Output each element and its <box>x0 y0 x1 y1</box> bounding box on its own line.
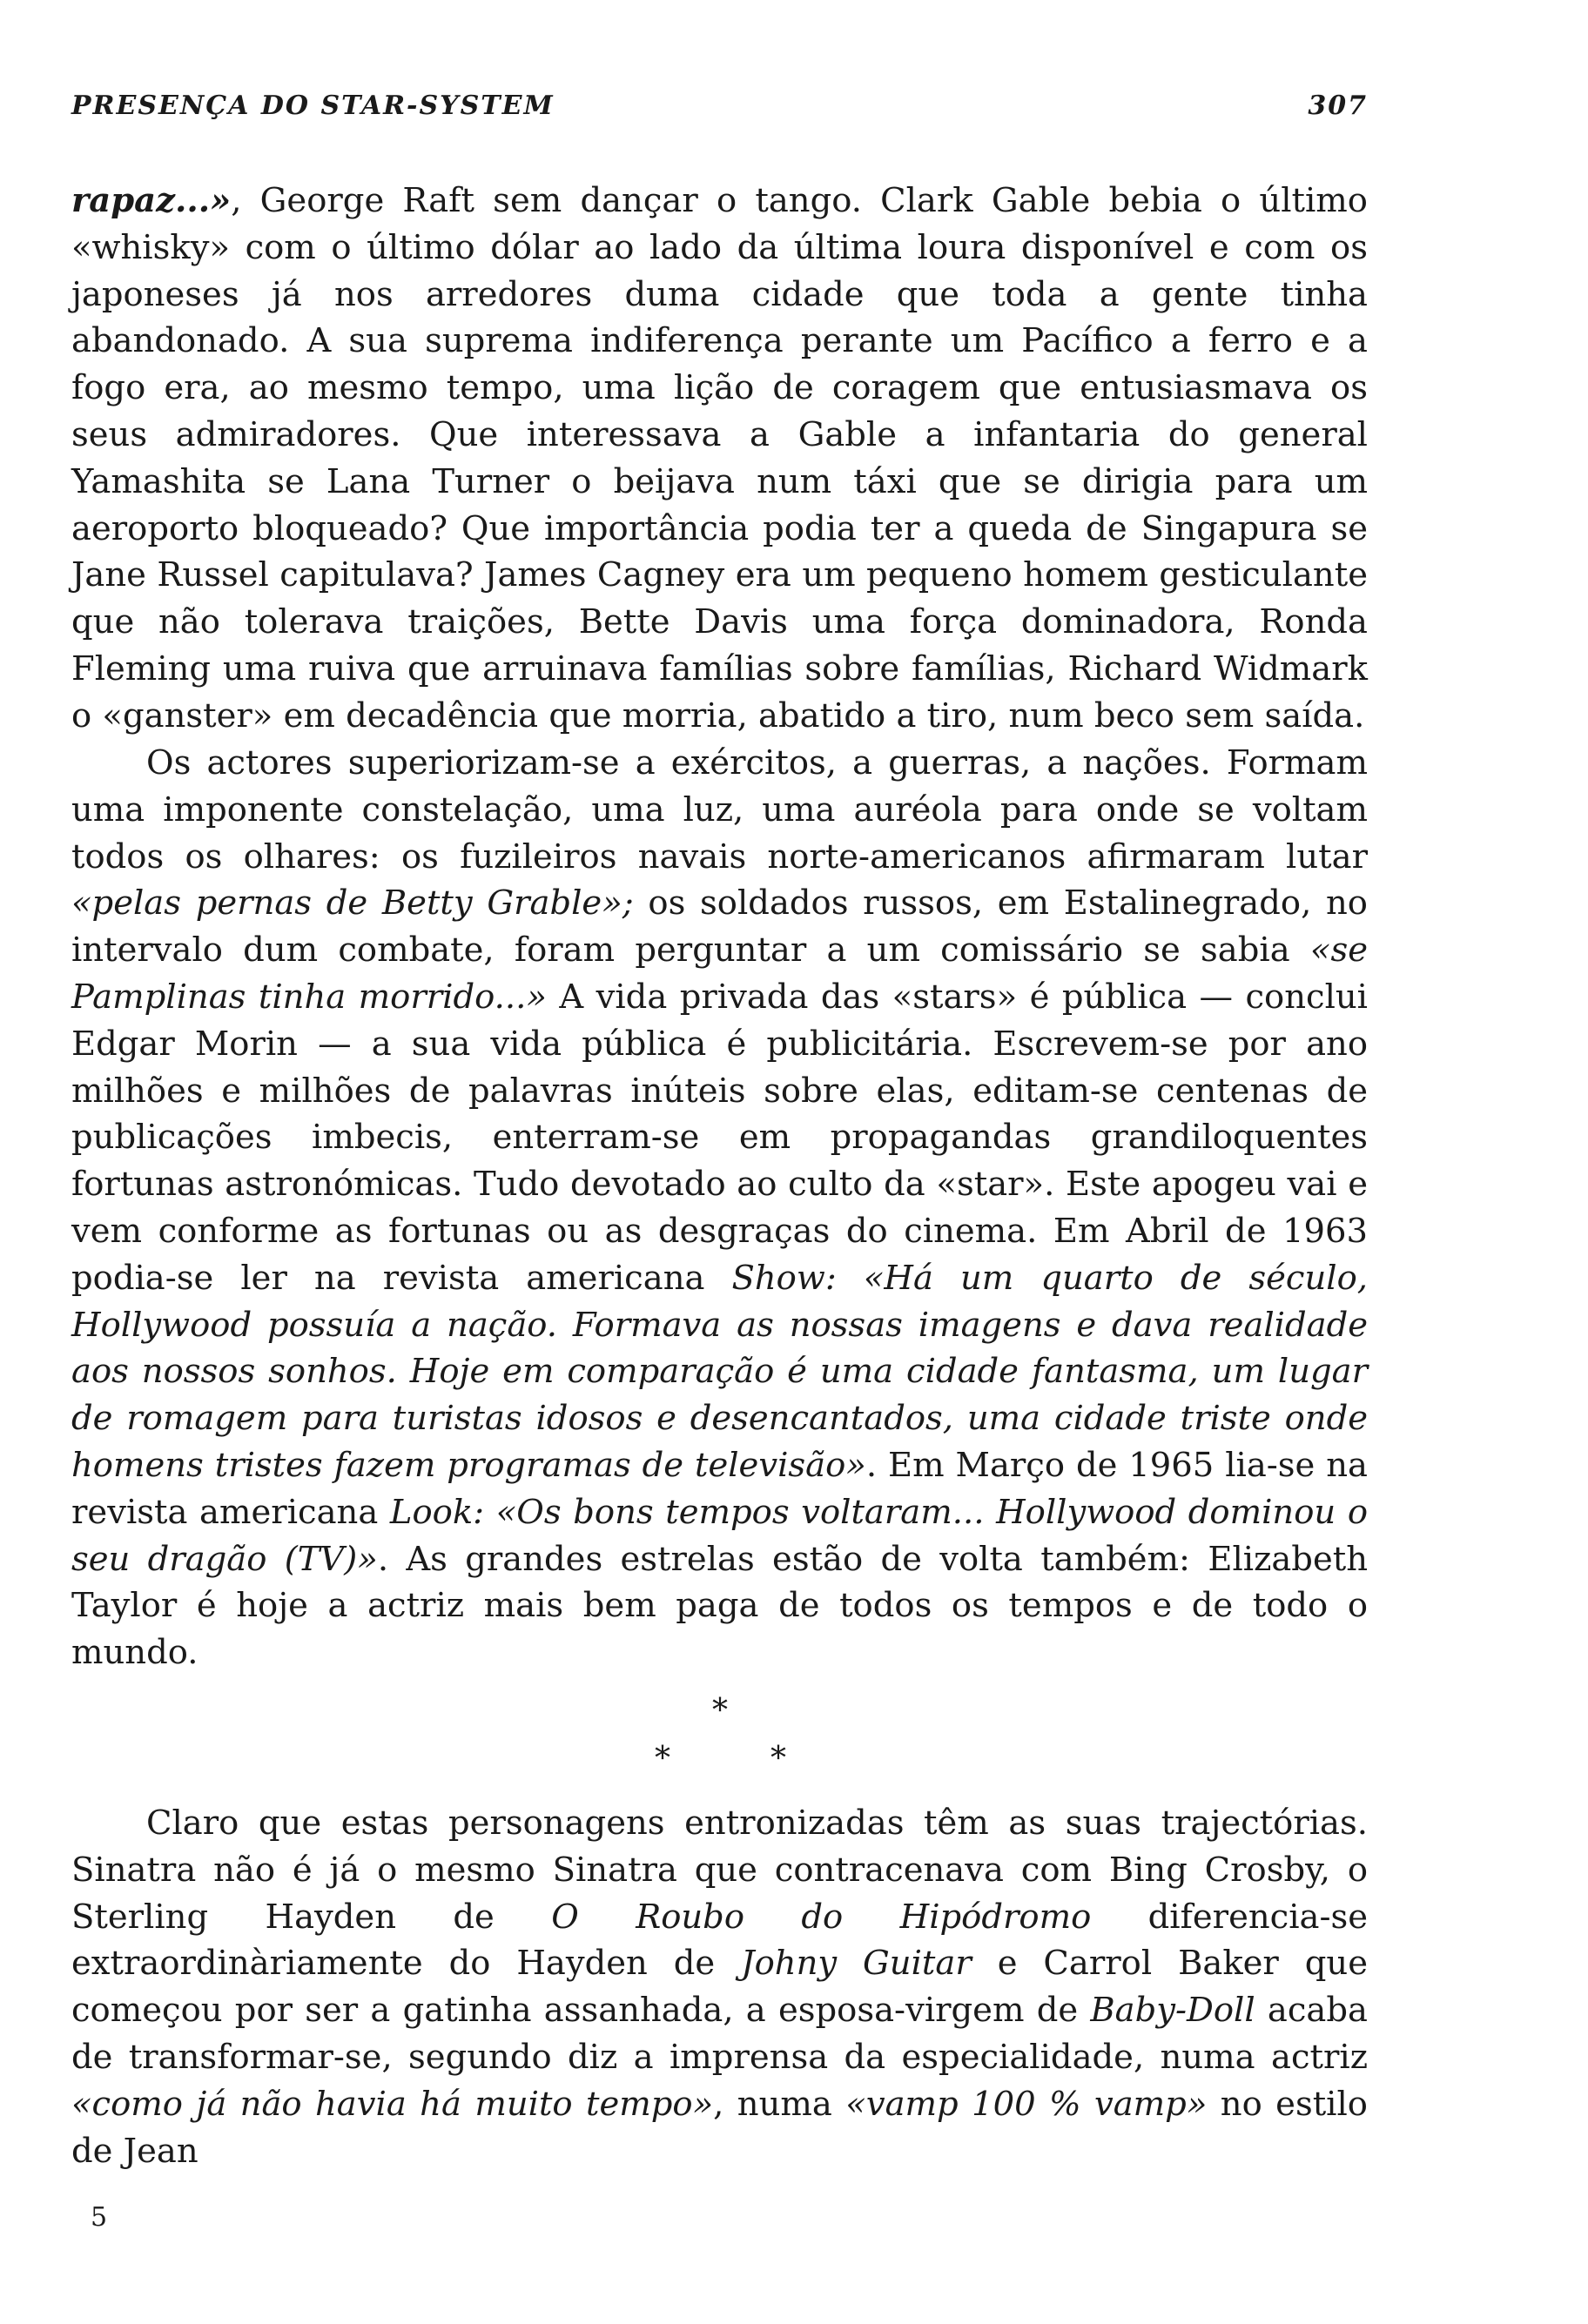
text-span: . Em Março de 1965 lia-se na revista americana <box>71 1445 1368 1532</box>
italic-span: rapaz...» <box>71 181 232 220</box>
signature-mark: 5 <box>91 2202 108 2233</box>
paragraph-2-text <box>71 740 1368 1676</box>
text-span: os soldados russos, em Estalinegrado, no intervalo dum combate, foram perguntar a um comissário se sabia <box>71 883 1368 971</box>
paragraph-1-text <box>71 178 1368 740</box>
page-number: 307 <box>1308 91 1368 121</box>
text-span: A vida privada das «stars» é pública — conclui Edgar Morin — a sua vida pública é publicitária. Escrevem-se por ano milhões e milhões de palavras inúteis sobre elas, editam-se centenas de publicações imbecis, enterram-se em propagandas grandiloquentes fortunas astronómicas. Tudo devotado ao culto da «star». Este apogeu vai e vem conforme as fortunas ou as desgraças do cinema. Em Abril de 1963 podia-se ler na revista americana <box>71 977 1368 1298</box>
italic-span: O Roubo do Hipódromo <box>551 1897 1092 1937</box>
italic-span: Show: «Há um quarto de século, Hollywood possuía a nação. Formava as nossas imagens e dava realidade aos nossos sonhos. Hoje em comparação é uma cidade fantasma, um lugar de romagem para turistas idosos e desencantados, uma cidade triste onde homens tristes fazem programas de televisão» <box>71 1258 1368 1485</box>
paragraph-3-text <box>71 1800 1368 2174</box>
paragraph-2 <box>71 740 1368 1676</box>
italic-span: «como já não havia há muito tempo» <box>71 2084 714 2124</box>
asterisk-left: * <box>655 1741 670 1777</box>
asterisk-top: * <box>712 1693 728 1729</box>
text-span: , numa <box>713 2084 846 2124</box>
text-span: e Carrol Baker que começou por ser a gatinha assanhada, a esposa-virgem de <box>71 1944 1368 2031</box>
italic-span: «pelas pernas de Betty Grable»; <box>71 883 634 924</box>
italic-span: «se Pamplinas tinha morrido...» <box>71 930 1368 1017</box>
text-span: no estilo de Jean <box>71 2084 1368 2171</box>
paragraph-3 <box>71 1800 1368 2174</box>
italic-span: «vamp 100 % vamp» <box>845 2084 1208 2124</box>
running-title: PRESENÇA DO STAR-SYSTEM <box>71 91 555 121</box>
text-span: acaba de transformar-se, segundo diz a imprensa da especialidade, numa actriz <box>71 1991 1368 2077</box>
italic-span: Look: «Os bons tempos voltaram... Hollywood dominou o seu dragão (TV)» <box>71 1492 1368 1579</box>
paragraph-1 <box>71 178 1368 740</box>
text-span: diferencia-se extraordinàriamente do Hayden de <box>71 1897 1369 1984</box>
text-span: Claro que estas personagens entronizadas têm as suas trajectórias. Sinatra não é já o mesmo Sinatra que contracenava com Bing Crosby, o Sterling Hayden de <box>71 1803 1368 1937</box>
text-span: Os actores superiorizam-se a exércitos, a guerras, a nações. Formam uma imponente constelação, uma luz, uma auréola para onde se voltam todos os olhares: os fuzileiros navais norte-americanos afirmaram lutar <box>71 743 1368 877</box>
running-header <box>71 91 1368 129</box>
section-break-asterism <box>0 1693 1588 1789</box>
text-span: , George Raft sem dançar o tango. Clark Gable bebia o último «whisky» com o último dólar ao lado da última loura disponível e com os japoneses já nos arredores duma cidade que toda a gente tinha abandonado. A sua suprema indiferença perante um Pacífico a ferro e a fogo era, ao mesmo tempo, uma lição de coragem que entusiasmava os seus admiradores. Que interessava a Gable a infantaria do general Yamashita se Lana Turner o beijava num táxi que se dirigia para um aeroporto bloqueado? Que importância podia ter a queda de Singapura se Jane Russel capitulava? James Cagney era um pequeno homem gesticulante que não tolerava traições, Bette Davis uma força dominadora, Ronda Fleming uma ruiva que arruinava famílias sobre famílias, Richard Widmark o «ganster» em decadência que morria, abatido a tiro, num beco sem saída. <box>71 181 1368 735</box>
italic-span: Baby-Doll <box>1090 1991 1255 2031</box>
text-span: . As grandes estrelas estão de volta também: Elizabeth Taylor é hoje a actriz mais bem paga de todos os tempos e de todo o mundo. <box>71 1539 1368 1673</box>
italic-span: Johny Guitar <box>741 1944 972 1984</box>
asterisk-right: * <box>770 1741 786 1777</box>
